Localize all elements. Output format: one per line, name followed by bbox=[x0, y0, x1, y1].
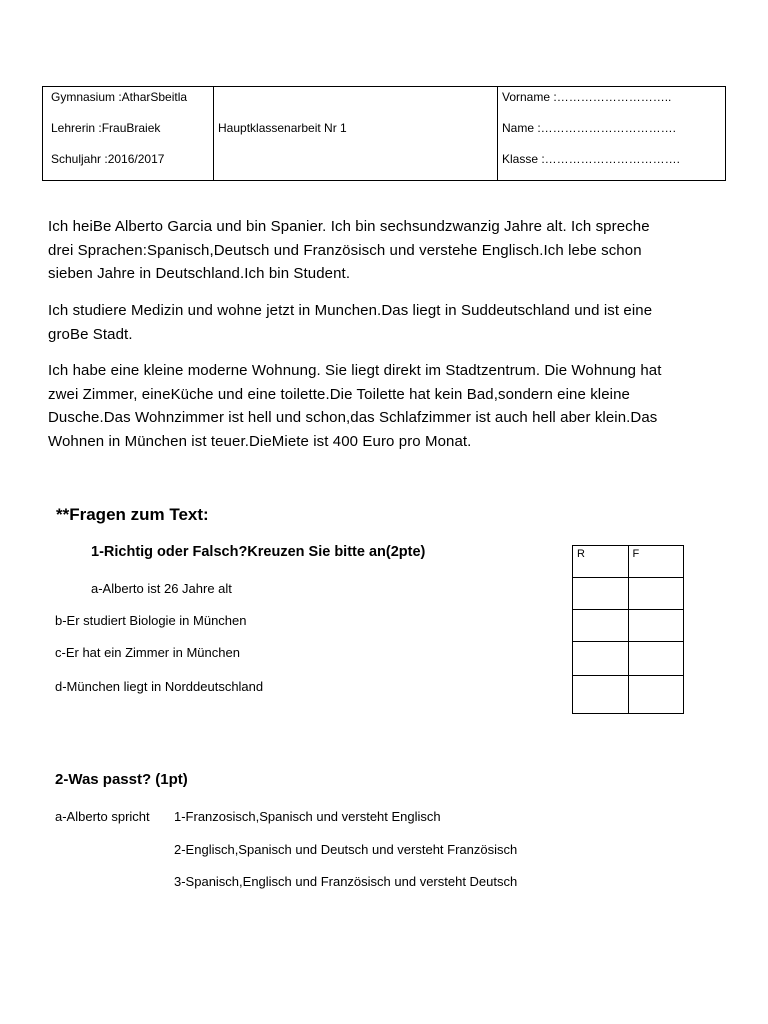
class-field[interactable]: Klasse :……………………………. bbox=[502, 152, 681, 166]
answer-cell-a-r[interactable] bbox=[573, 578, 629, 610]
paragraph-3 bbox=[48, 359, 728, 453]
question-1-title: 1-Richtig oder Falsch?Kreuzen Sie bitte an(2pte) bbox=[91, 544, 426, 560]
richtig-falsch-table bbox=[572, 545, 684, 714]
q1-item-a: a-Alberto ist 26 Jahre alt bbox=[91, 581, 232, 596]
q2-option-1[interactable]: 1-Franzosisch,Spanisch und versteht Englisch bbox=[174, 809, 441, 824]
q2-stem: a-Alberto spricht bbox=[55, 809, 150, 824]
school-info-cell bbox=[43, 87, 214, 181]
q2-option-2[interactable]: 2-Englisch,Spanisch und Deutsch und versteht Französisch bbox=[174, 842, 518, 857]
answer-cell-b-f[interactable] bbox=[628, 610, 684, 642]
column-header-r: R bbox=[573, 546, 629, 578]
text-line: Dusche.Das Wohnzimmer ist hell und schon,das Schlafzimmer ist auch hell aber klein.Das bbox=[48, 409, 658, 426]
exam-title-cell bbox=[214, 87, 498, 181]
paragraph-2 bbox=[48, 299, 728, 346]
school-name: Gymnasium :AtharSbeitla bbox=[51, 90, 188, 104]
answer-cell-b-r[interactable] bbox=[573, 610, 629, 642]
text-line: Ich heiBe Alberto Garcia und bin Spanier. Ich bin sechsundzwanzig Jahre alt. Ich spreche bbox=[48, 218, 650, 235]
student-info-cell bbox=[498, 87, 726, 181]
name-field[interactable]: Name :……………………………. bbox=[502, 121, 677, 135]
text-line: sieben Jahre in Deutschland.Ich bin Student. bbox=[48, 265, 351, 282]
text-line: groBe Stadt. bbox=[48, 325, 133, 343]
q1-item-d: d-München liegt in Norddeutschland bbox=[55, 679, 264, 694]
firstname-field[interactable]: Vorname :……………………….. bbox=[502, 90, 672, 104]
text-line: Ich studiere Medizin und wohne jetzt in Munchen.Das liegt in Suddeutschland und ist eine bbox=[48, 302, 653, 319]
q2-option-3[interactable]: 3-Spanisch,Englisch und Französisch und versteht Deutsch bbox=[174, 874, 518, 889]
text-line: drei Sprachen:Spanisch,Deutsch und Französisch und verstehe Englisch.Ich lebe schon bbox=[48, 241, 642, 259]
paragraph-1 bbox=[48, 215, 728, 286]
question-2-title: 2-Was passt? (1pt) bbox=[55, 771, 188, 788]
exam-title: Hauptklassenarbeit Nr 1 bbox=[218, 121, 347, 135]
q1-item-c: c-Er hat ein Zimmer in München bbox=[55, 645, 240, 660]
answer-cell-d-f[interactable] bbox=[628, 676, 684, 714]
text-line: Wohnen in München ist teuer.DieMiete ist 400 Euro pro Monat. bbox=[48, 432, 472, 450]
school-year: Schuljahr :2016/2017 bbox=[51, 152, 165, 166]
answer-cell-c-r[interactable] bbox=[573, 642, 629, 676]
text-line: Ich habe eine kleine moderne Wohnung. Sie liegt direkt im Stadtzentrum. Die Wohnung hat bbox=[48, 362, 662, 379]
teacher-name: Lehrerin :FrauBraiek bbox=[51, 121, 161, 135]
q1-item-b: b-Er studiert Biologie in München bbox=[55, 613, 247, 628]
column-header-f: F bbox=[628, 546, 684, 578]
answer-cell-d-r[interactable] bbox=[573, 676, 629, 714]
text-line: zwei Zimmer, eineKüche und eine toilette.Die Toilette hat kein Bad,sondern eine kleine bbox=[48, 385, 630, 403]
answer-cell-c-f[interactable] bbox=[628, 642, 684, 676]
exam-header-table bbox=[42, 86, 726, 181]
answer-cell-a-f[interactable] bbox=[628, 578, 684, 610]
questions-heading: **Fragen zum Text: bbox=[56, 505, 209, 524]
